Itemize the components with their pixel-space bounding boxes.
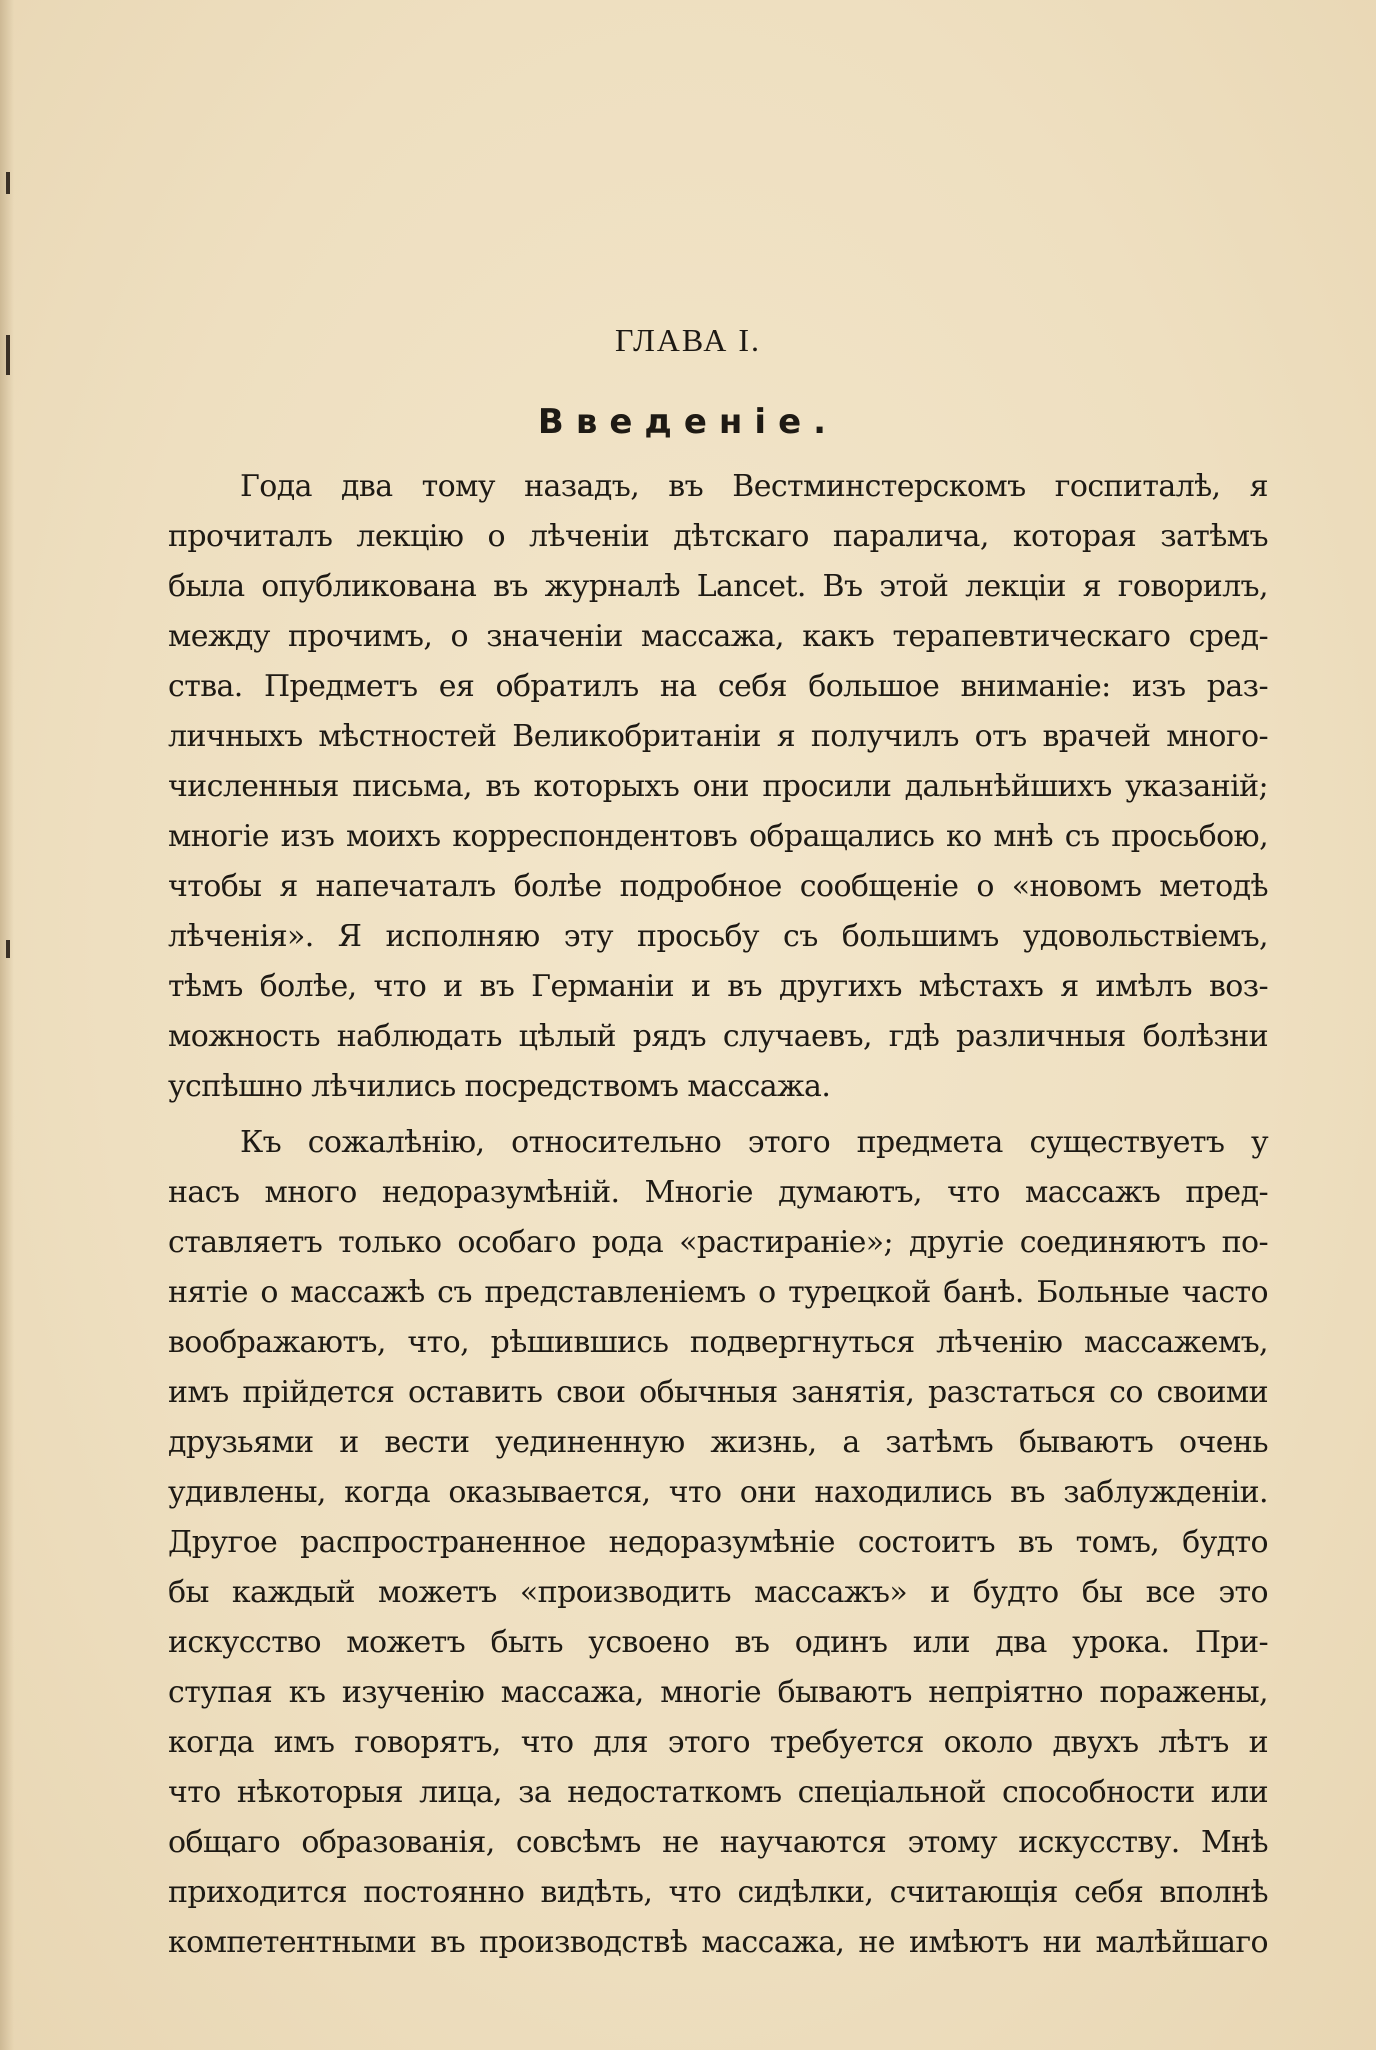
text-line: приходится постоянно видѣть, что сидѣлки, считающія себя вполнѣ <box>168 1875 1268 1910</box>
text-line: что нѣкоторыя лица, за недостаткомъ спеціальной способности или <box>168 1775 1268 1810</box>
text-line: бы каждый можетъ «производить массажъ» и будто бы все это <box>168 1575 1268 1610</box>
text-line: Года два тому назадъ, въ Вестминстерскомъ госпиталѣ, я <box>240 469 1268 504</box>
text-line: имъ прійдется оставить свои обычныя занятія, разстаться со своими <box>168 1375 1268 1410</box>
text-line: Къ сожалѣнію, относительно этого предмета существуетъ у <box>240 1125 1268 1160</box>
edge-mark <box>6 940 10 958</box>
text-line: ставляетъ только особаго рода «растираніе»; другіе соединяютъ по- <box>168 1225 1268 1260</box>
page-edge-shadow <box>0 0 14 2050</box>
text-line: тѣмъ болѣе, что и въ Германіи и въ другихъ мѣстахъ я имѣлъ воз- <box>168 969 1268 1004</box>
text-line: насъ много недоразумѣній. Многіе думаютъ, что массажъ пред- <box>168 1175 1268 1210</box>
text-line: успѣшно лѣчились посредствомъ массажа. <box>168 1069 831 1104</box>
text-line: лѣченія». Я исполняю эту просьбу съ большимъ удовольствіемъ, <box>168 919 1268 954</box>
text-line: личныхъ мѣстностей Великобританіи я получилъ отъ врачей много- <box>168 719 1268 754</box>
text-line: ступая къ изученію массажа, многіе бываютъ непріятно поражены, <box>168 1675 1268 1710</box>
text-line: между прочимъ, о значеніи массажа, какъ терапевтическаго сред- <box>168 619 1268 654</box>
text-line: искусство можетъ быть усвоено въ одинъ или два урока. При- <box>168 1625 1268 1660</box>
chapter-title: ГЛАВА I. <box>615 322 761 358</box>
text-line: компетентными въ производствѣ массажа, не имѣютъ ни малѣйшаго <box>168 1925 1268 1960</box>
text-line: численныя письма, въ которыхъ они просили дальнѣйшихъ указаній; <box>168 769 1268 804</box>
text-line: прочиталъ лекцію о лѣченіи дѣтскаго паралича, которая затѣмъ <box>168 519 1268 554</box>
edge-mark <box>6 172 10 194</box>
text-line: друзьями и вести уединенную жизнь, а затѣмъ бываютъ очень <box>168 1425 1268 1460</box>
text-line: была опубликована въ журналѣ Lancet. Въ этой лекціи я говорилъ, <box>168 569 1268 604</box>
section-heading: Введеніе. <box>537 402 839 442</box>
text-line: многіе изъ моихъ корреспондентовъ обращались ко мнѣ съ просьбою, <box>168 819 1268 854</box>
text-line: когда имъ говорятъ, что для этого требуется около двухъ лѣтъ и <box>168 1725 1268 1760</box>
text-line: удивлены, когда оказывается, что они находились въ заблужденіи. <box>168 1475 1268 1510</box>
text-line: воображаютъ, что, рѣшившись подвергнуться лѣченію массажемъ, <box>168 1325 1268 1360</box>
text-line: можность наблюдать цѣлый рядъ случаевъ, гдѣ различныя болѣзни <box>168 1019 1268 1054</box>
text-line: общаго образованія, совсѣмъ не научаются этому искусству. Мнѣ <box>168 1825 1268 1860</box>
text-line: Другое распространенное недоразумѣніе состоитъ въ томъ, будто <box>168 1525 1268 1560</box>
text-line: чтобы я напечаталъ болѣе подробное сообщеніе о «новомъ методѣ <box>168 869 1268 904</box>
text-line: ства. Предметъ ея обратилъ на себя большое вниманіе: изъ раз- <box>168 669 1268 704</box>
text-line: нятіе о массажѣ съ представленіемъ о турецкой банѣ. Больные часто <box>168 1275 1268 1310</box>
